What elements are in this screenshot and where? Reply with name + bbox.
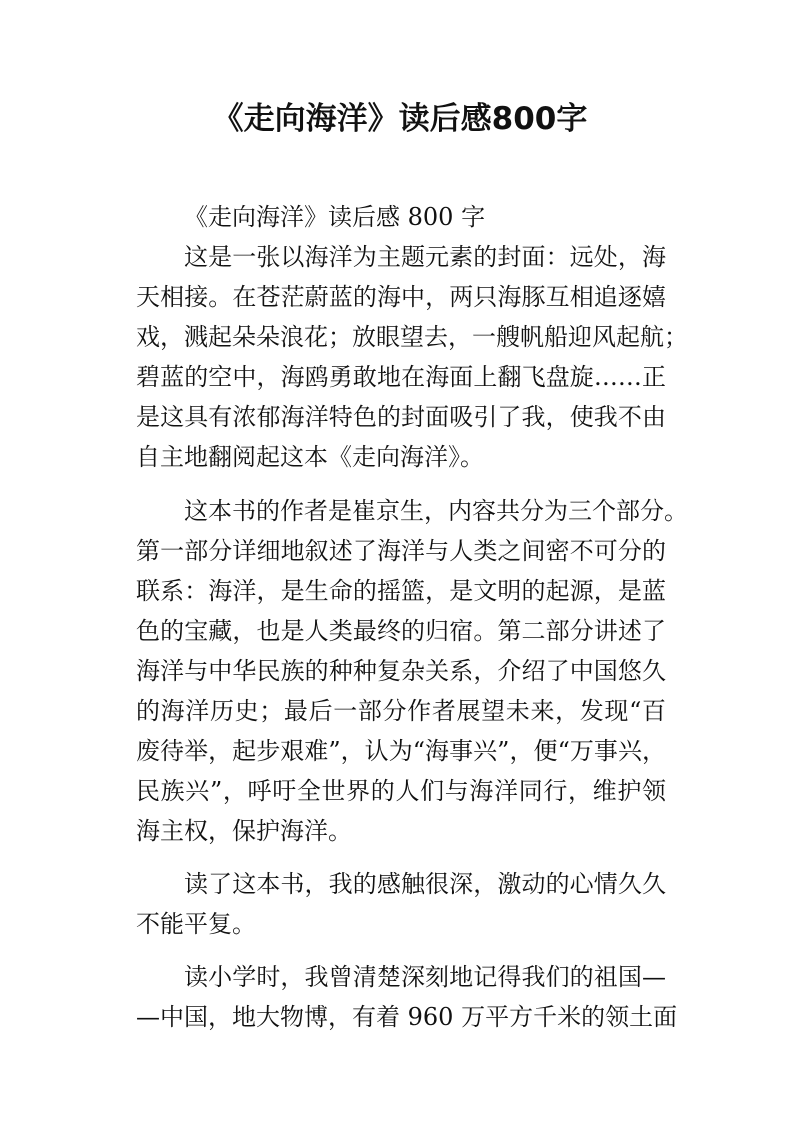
- text-line: 不能平复。: [136, 910, 256, 938]
- text-line: 天相接。在苍茫蔚蓝的海中，两只海豚互相追逐嬉: [136, 283, 666, 311]
- text-line: 海主权，保护海洋。: [136, 817, 352, 845]
- text-line: 戏，溅起朵朵浪花；放眼望去，一艘帆船迎风起航；: [136, 323, 688, 351]
- subtitle-line: 《走向海洋》读后感 800 字: [184, 203, 486, 231]
- text-line: 这本书的作者是崔京生，内容共分为三个部分。: [184, 497, 688, 525]
- text-line: 色的宝藏，也是人类最终的归宿。第二部分讲述了: [136, 617, 666, 645]
- text-line: 是这具有浓郁海洋特色的封面吸引了我，使我不由: [136, 403, 666, 431]
- page-title: 《走向海洋》读后感800字: [212, 101, 588, 137]
- text-line: 的海洋历史；最后一部分作者展望未来，发现“百: [136, 697, 666, 725]
- text-line: 废待举，起步艰难”，认为“海事兴”，便“万事兴，: [136, 737, 666, 765]
- text-line: —中国，地大物博，有着 960 万平方千米的领土面: [136, 1003, 678, 1031]
- text-line: 联系：海洋，是生命的摇篮，是文明的起源，是蓝: [136, 577, 666, 605]
- text-line: 碧蓝的空中，海鸥勇敢地在海面上翻飞盘旋……正: [136, 363, 666, 391]
- text-line: 读小学时，我曾清楚深刻地记得我们的祖国—: [184, 963, 666, 991]
- text-line: 自主地翻阅起这本《走向海洋》。: [136, 443, 484, 471]
- text-line: 第一部分详细地叙述了海洋与人类之间密不可分的: [136, 537, 666, 565]
- text-line: 读了这本书，我的感触很深，激动的心情久久: [184, 870, 666, 898]
- text-line: 海洋与中华民族的种种复杂关系，介绍了中国悠久: [136, 657, 666, 685]
- text-line: 这是一张以海洋为主题元素的封面：远处，海: [184, 243, 666, 271]
- text-line: 民族兴”，呼吁全世界的人们与海洋同行，维护领: [136, 777, 666, 805]
